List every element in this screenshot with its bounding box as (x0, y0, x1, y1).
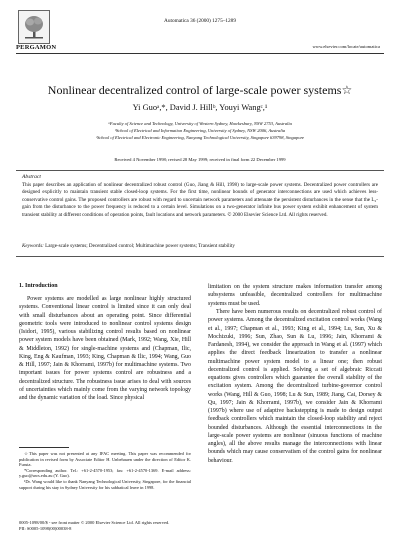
keywords-label: Keywords: (22, 243, 44, 249)
keywords-text: Large-scale systems; Decentralized control; Multimachine power systems; Transient stability (45, 243, 235, 249)
footnote-acknowledgement: ¹Dr. Wang would like to thank Nanyang Technological University, Singapore, for the financial support during his stay in Sydney University for his sabbatical leave in 1998. (19, 478, 191, 490)
abstract-text: This paper describes an application of nonlinear decentralized robust control (Guo, Jiang & Hill, 1998) to large-scale power systems. Decentralized power controllers are designed explicitly to maintain transient stable closed-loop systems. For the first time, nonlinear bounds of generator interconnections are used which achieves less-conservative control gains. The proposed controllers are robust with regard to uncertain network parameters and attenuate the persistent disturbances in the sense that the L₂-gain from the disturbance to the power frequency is reduced to a certain level. Simulations on a two-generator infinite bus power system exhibit enhancement of system transient stability at different conditions of operation points, fault locations and network parameters. © 2000 Elsevier Science Ltd. All rights reserved. (22, 182, 378, 218)
abstract-top-divider (16, 170, 384, 171)
publisher-logo (18, 10, 50, 44)
affiliation-a: ᵃFaculty of Science and Technology, University of Western Sydney, Hawkesbury, NSW 2753, Australia (108, 121, 292, 126)
footnote-divider (19, 447, 69, 448)
footnote-paper-note: ☆This paper was not presented at any IFAC meeting. This paper was recommended for publication in revised form by Associate Editor H. Unbehauen under the direction of Editor K. Furuta. (19, 451, 191, 468)
received-dates: Received 4 November 1998; revised 28 May 1999; received in final form 22 December 1999 (114, 157, 286, 162)
abstract-label: Abstract (22, 174, 41, 180)
affiliation-c: ᶜSchool of Electrical and Electronic Engineering, Nanyang Technological University, Singapore 639798, Singapore (95, 135, 305, 140)
header-divider (16, 53, 384, 54)
intro-left-column: Power systems are modelled as large nonlinear highly structured systems. Conventional linear control is limited since it can only deal with small disturbances about an operating point. Since differential geometric tools were introduced to nonlinear control systems design (Isidori, 1995), various stabilizing control results based on nonlinear power system models have been obtained (Mark, 1992; Wang, Xie, Hill & Middleton, 1992) for single-machine systems and (Chapman, Ilic, King, Eng & Kaufman, 1993; King, Chapman & Ilic, 1994; Wang, Guo & Hill, 1997; Jain & Khorrami, 1997b) for multimachine systems. Two important issues for power systems control are robustness and a decentralized structure. The robustness issue arises to deal with sources of uncertainties which mainly come from the varying network topology and the dynamic variation of the load. Since physical (19, 296, 191, 401)
paper-title: Nonlinear decentralized control of large-scale power systems☆ (47, 83, 353, 97)
intro-right-paragraph-1: limitation on the system structure makes information transfer among subsystems unfeasible, decentralized controllers for multimachine systems must be used. (208, 284, 382, 307)
intro-right-paragraph-2: There have been numerous results on decentralized robust control of power systems. Among the decentralized excitation control works (Wang et al., 1997; Chapman et al., 1993; King et al., 1994; Lu, Sun, Xu & Mochizuki, 1996; Sun, Zhao, Sun & Lu, 1996; Jain, Khorrami & Fardanesh, 1994), we consider the approach in Wang et al. (1997) which applies the direct feedback linearization to transfer a nonlinear multimachine power system model to a linear one; then robust decentralized control is applied. Solving a set of algebraic Riccati equations gives controllers which guarantee the overall stability of the excitation system. Among the decentralized turbine-governor control works (Wang, Hill & Guo, 1998; Lu & Sun, 1989; Jiang, Cai, Dorsey & Qu, 1997; Jain & Khorrami, 1997b), we consider Jain & Khorrami (1997b) where use of adaptive backstepping is made to design output feedback controllers which maintain the closed-loop stability and reject bounded disturbances. Although the essential interconnections in the large-scale power systems are nonlinear (sinuous functions of machine angles), all the above results manage the interconnections with linear bounds which may cause conservatism of the control gains for nonlinear behaviour. (208, 309, 382, 464)
copyright (19, 520, 169, 532)
journal-url[interactable]: www.elsevier.com/locate/automatica (312, 44, 380, 49)
abstract-bottom-divider (16, 256, 384, 257)
publisher-name: PERGAMON (16, 44, 57, 51)
affiliation-b: ᵇSchool of Electrical and Information Engineering, University of Sydney, NSW 2006, Australia (114, 128, 286, 133)
copyright-line: 0005-1098/00/$ - see front matter © 2000 Elsevier Science Ltd. All rights reserved. (19, 520, 170, 525)
author-list: Yi Guoᵃ,*, David J. Hillᵇ, Youyi Wangᶜ,¹ (132, 103, 268, 112)
pii-line: PII: S0005-1098(00)00038-8 (19, 526, 72, 531)
section-heading: 1. Introduction (19, 283, 58, 289)
footnote-corresponding-author: *Corresponding author. Tel.: +61-2-4570-1953; fax: +61-2-4570-1369. E-mail address: y.guo@uws.edu.au (Y. Guo). (19, 467, 191, 479)
footnotes (19, 451, 191, 490)
journal-reference: Automatica 36 (2000) 1275–1289 (164, 18, 236, 24)
keywords (22, 243, 378, 249)
